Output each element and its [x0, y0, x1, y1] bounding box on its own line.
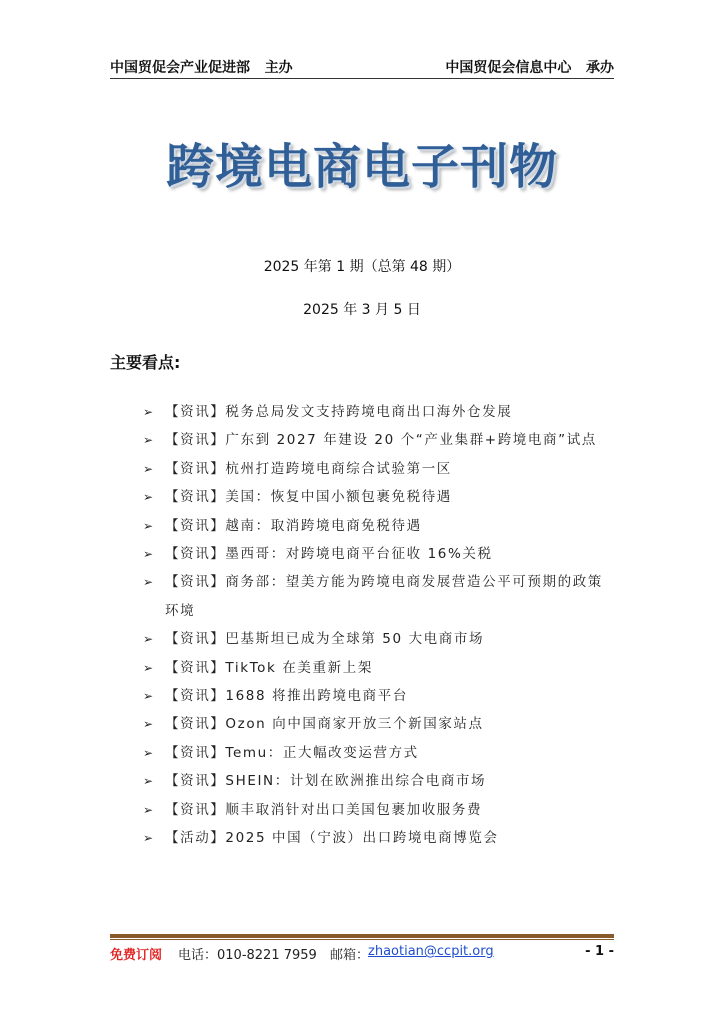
arrow-bullet-icon: ➢ — [143, 632, 155, 647]
highlights-heading: 主要看点: — [110, 353, 181, 372]
page-number: - 1 - — [585, 944, 614, 959]
highlight-text: 杭州打造跨境电商综合试验第一区 — [225, 460, 452, 477]
email-link[interactable]: zhaotian@ccpit.org — [368, 944, 494, 959]
issue-date: 2025 年 3 月 5 日 — [303, 302, 421, 318]
highlight-tag: 【资讯】 — [165, 631, 226, 648]
arrow-bullet-icon: ➢ — [143, 547, 155, 562]
highlight-text: TikTok 在美重新上架 — [225, 659, 373, 676]
highlight-item — [143, 710, 615, 738]
highlight-item — [143, 540, 615, 568]
highlight-item — [143, 654, 615, 682]
highlight-text: 税务总局发文支持跨境电商出口海外仓发展 — [225, 404, 513, 420]
highlight-tag: 【资讯】 — [165, 688, 226, 705]
highlight-text: 美国：恢复中国小额包裹免税待遇 — [225, 489, 452, 506]
publication-title: 跨境电商电子刊物 — [165, 139, 558, 195]
highlight-text: 2025 中国（宁波）出口跨境电商博览会 — [225, 830, 499, 847]
free-subscribe-label: 免费订阅 — [110, 948, 163, 963]
highlight-tag: 【资讯】 — [165, 432, 226, 449]
highlight-text: Ozon 向中国商家开放三个新国家站点 — [225, 716, 484, 733]
highlight-tag: 【资讯】 — [165, 659, 226, 676]
issue-number: 2025 年第 1 期（总第 48 期） — [263, 259, 461, 275]
arrow-bullet-icon: ➢ — [143, 689, 155, 704]
arrow-bullet-icon: ➢ — [143, 575, 155, 590]
highlight-item — [143, 625, 615, 653]
highlight-tag: 【资讯】 — [165, 489, 226, 506]
arrow-bullet-icon: ➢ — [143, 490, 155, 505]
contact-phone: 电话：010-8221 7959 — [178, 948, 317, 963]
highlight-text: 顺丰取消针对出口美国包裹加收服务费 — [225, 801, 483, 818]
highlight-tag: 【资讯】 — [165, 404, 226, 420]
arrow-bullet-icon: ➢ — [143, 433, 155, 448]
arrow-bullet-icon: ➢ — [143, 461, 155, 476]
footer-divider-thin — [110, 939, 614, 940]
highlight-tag: 【资讯】 — [165, 546, 226, 563]
highlight-tag: 【资讯】 — [165, 716, 226, 733]
highlight-item — [143, 483, 615, 511]
highlight-item — [143, 512, 615, 540]
highlight-tag: 【资讯】 — [165, 517, 226, 534]
highlight-text: 巴基斯坦已成为全球第 50 大电商市场 — [225, 631, 485, 648]
footer-divider — [110, 934, 614, 938]
email-label: 邮箱： — [330, 948, 370, 963]
highlight-tag: 【资讯】 — [165, 773, 226, 790]
header-organizer: 中国贸促会产业促进部 主办 — [110, 60, 293, 76]
arrow-bullet-icon: ➢ — [143, 745, 155, 760]
highlight-text: SHEIN：计划在欧洲推出综合电商市场 — [225, 773, 487, 790]
highlight-tag: 【资讯】 — [165, 460, 226, 477]
arrow-bullet-icon: ➢ — [143, 518, 155, 533]
highlight-text: 越南：取消跨境电商免税待遇 — [225, 517, 422, 534]
header-undertaker: 中国贸促会信息中心 承办 — [445, 60, 614, 76]
highlight-item — [143, 682, 615, 710]
highlight-item — [143, 455, 615, 483]
page-footer — [110, 944, 614, 964]
arrow-bullet-icon: ➢ — [143, 774, 155, 789]
highlight-item — [143, 824, 615, 852]
highlight-text: Temu：正大幅改变运营方式 — [225, 744, 419, 761]
highlight-item — [143, 739, 615, 767]
highlights-list — [143, 398, 615, 853]
arrow-bullet-icon: ➢ — [143, 831, 155, 846]
highlight-tag: 【活动】 — [165, 830, 226, 847]
highlight-text: 1688 将推出跨境电商平台 — [225, 688, 408, 705]
highlight-item — [143, 767, 615, 795]
highlight-text: 商务部：望美方能为跨境电商发展营造公平可预期的政策环境 — [165, 574, 603, 619]
highlight-item — [143, 568, 615, 625]
highlight-tag: 【资讯】 — [165, 574, 226, 591]
arrow-bullet-icon: ➢ — [143, 660, 155, 675]
page-header — [110, 54, 614, 79]
highlight-item — [143, 398, 615, 426]
highlight-tag: 【资讯】 — [165, 801, 226, 818]
arrow-bullet-icon: ➢ — [143, 717, 155, 732]
arrow-bullet-icon: ➢ — [143, 405, 155, 419]
arrow-bullet-icon: ➢ — [143, 802, 155, 817]
highlight-tag: 【资讯】 — [165, 744, 226, 761]
highlight-text: 广东到 2027 年建设 20 个“产业集群+跨境电商”试点 — [225, 432, 597, 449]
highlight-item — [143, 796, 615, 824]
highlight-item — [143, 426, 615, 454]
highlight-text: 墨西哥：对跨境电商平台征收 16%关税 — [225, 546, 493, 563]
